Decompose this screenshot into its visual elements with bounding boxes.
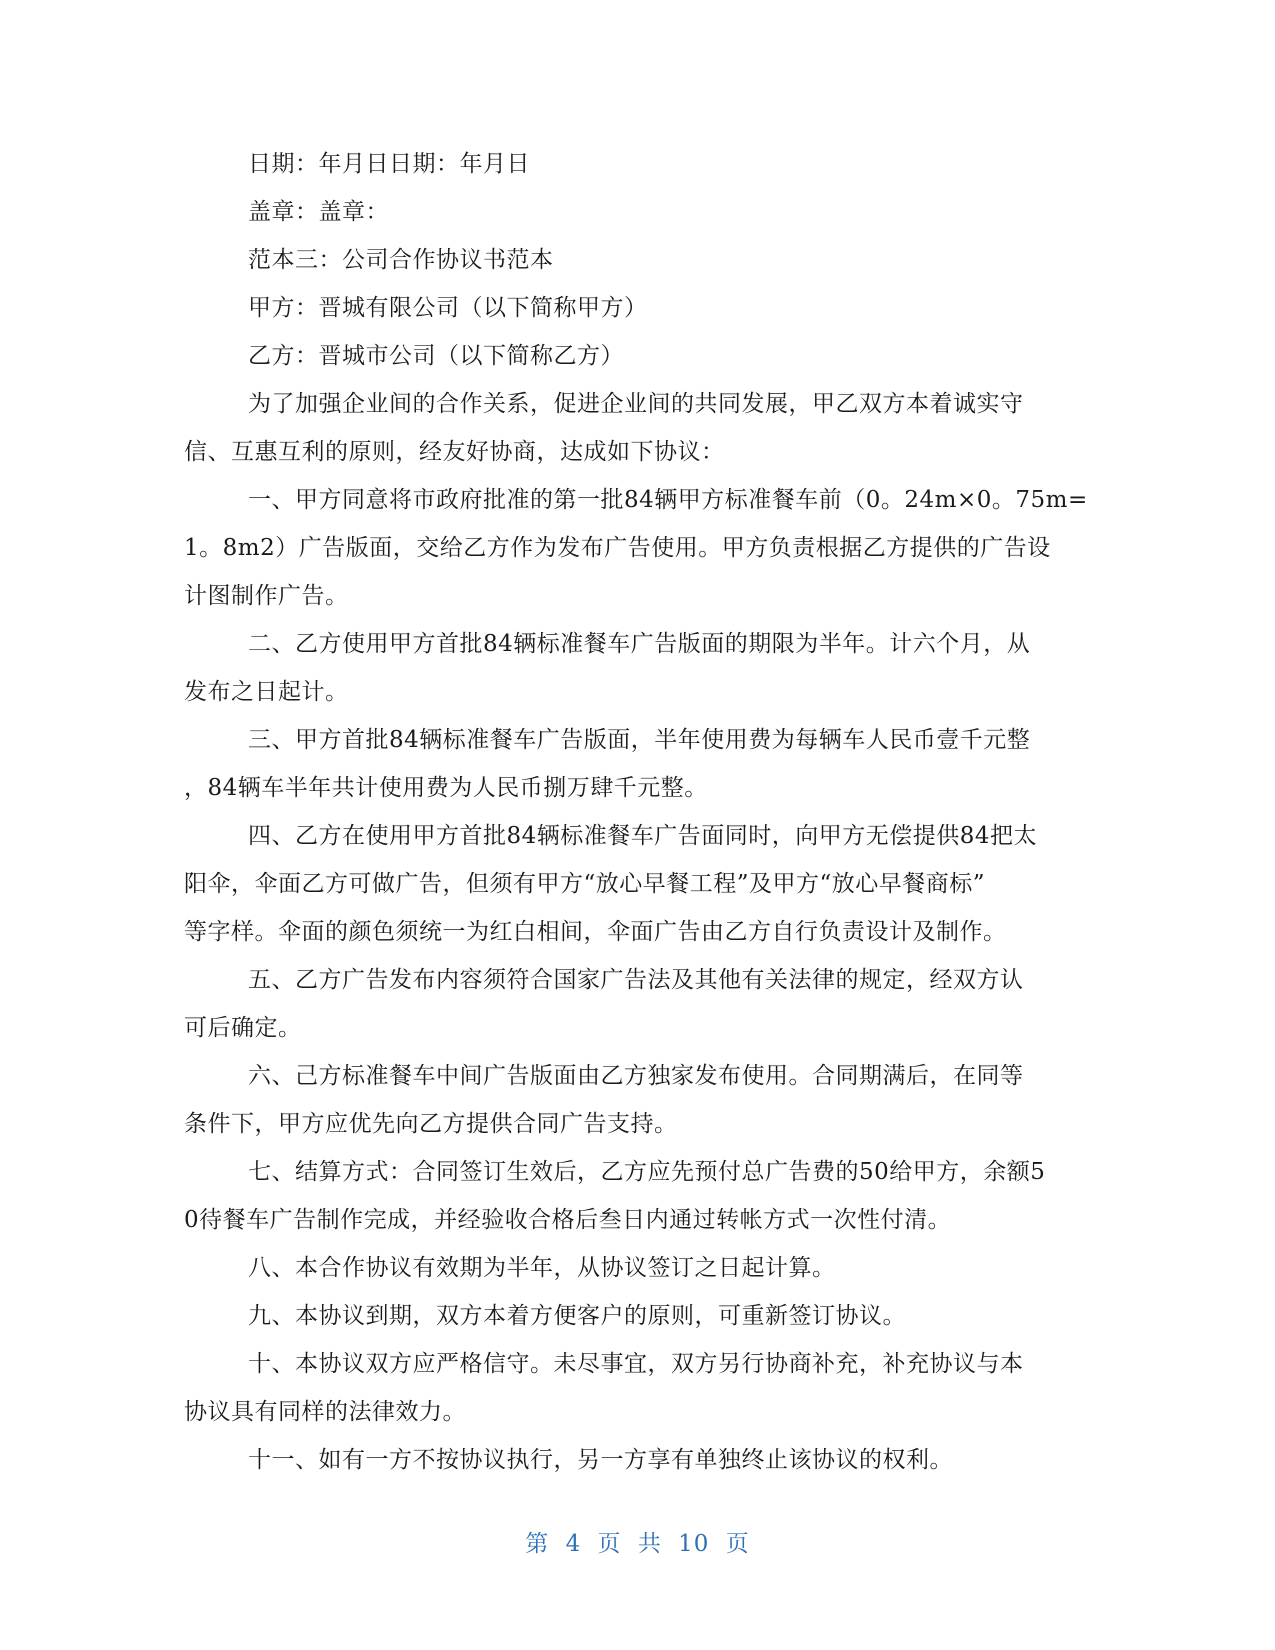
text-line: 可后确定。	[184, 1015, 302, 1041]
text-line: 计图制作广告。	[184, 583, 349, 609]
text-line: 盖章：盖章：	[248, 199, 389, 225]
footer-current-page: 4	[565, 1531, 582, 1557]
text-line: 乙方：晋城市公司（以下简称乙方）	[248, 343, 624, 369]
document-body	[184, 140, 1088, 1484]
text-line: 等字样。伞面的颜色须统一为红白相间，伞面广告由乙方自行负责设计及制作。	[184, 919, 1007, 945]
text-line: 为了加强企业间的合作关系，促进企业间的共同发展，甲乙双方本着诚实守	[248, 391, 1024, 417]
footer-total-prefix: 共	[637, 1531, 662, 1557]
text-line: 七、结算方式：合同签订生效后，乙方应先预付总广告费的50给甲方，余额5	[248, 1159, 1046, 1185]
text-line: 阳伞，伞面乙方可做广告，但须有甲方“放心早餐工程”及甲方“放心早餐商标”	[184, 871, 986, 897]
text-line: 范本三：公司合作协议书范本	[248, 247, 554, 273]
text-line: ，84辆车半年共计使用费为人民币捌万肆千元整。	[184, 775, 708, 801]
text-line: 十一、如有一方不按协议执行，另一方享有单独终止该协议的权利。	[248, 1447, 953, 1473]
text-line: 八、本合作协议有效期为半年，从协议签订之日起计算。	[248, 1255, 836, 1281]
footer-suffix: 页	[725, 1531, 750, 1557]
text-line: 甲方：晋城有限公司（以下简称甲方）	[248, 295, 648, 321]
text-line: 日期：年月日日期：年月日	[248, 151, 530, 177]
text-line: 九、本协议到期，双方本着方便客户的原则，可重新签订协议。	[248, 1303, 906, 1329]
text-line: 1。8m2）广告版面，交给乙方作为发布广告使用。甲方负责根据乙方提供的广告设	[184, 535, 1051, 561]
footer-prefix: 第	[525, 1531, 550, 1557]
text-line: 四、乙方在使用甲方首批84辆标准餐车广告面同时，向甲方无偿提供84把太	[248, 823, 1038, 849]
text-line: 协议具有同样的法律效力。	[184, 1399, 466, 1425]
text-line: 发布之日起计。	[184, 679, 349, 705]
text-line: 十、本协议双方应严格信守。未尽事宜，双方另行协商补充，补充协议与本	[248, 1351, 1024, 1377]
text-line: 二、乙方使用甲方首批84辆标准餐车广告版面的期限为半年。计六个月，从	[248, 631, 1031, 657]
text-line: 一、甲方同意将市政府批准的第一批84辆甲方标准餐车前（0。24m×0。75m=	[248, 487, 1088, 513]
text-line: 信、互惠互利的原则，经友好协商，达成如下协议：	[184, 439, 725, 465]
page-footer	[0, 1525, 1275, 1558]
footer-total-pages: 10	[678, 1531, 710, 1557]
text-line: 条件下，甲方应优先向乙方提供合同广告支持。	[184, 1111, 678, 1137]
text-line: 0待餐车广告制作完成，并经验收合格后叁日内通过转帐方式一次性付清。	[184, 1207, 952, 1233]
text-line: 三、甲方首批84辆标准餐车广告版面，半年使用费为每辆车人民币壹千元整	[248, 727, 1031, 753]
text-line: 六、己方标准餐车中间广告版面由乙方独家发布使用。合同期满后，在同等	[248, 1063, 1024, 1089]
footer-page-word: 页	[597, 1531, 622, 1557]
text-line: 五、乙方广告发布内容须符合国家广告法及其他有关法律的规定，经双方认	[248, 967, 1024, 993]
